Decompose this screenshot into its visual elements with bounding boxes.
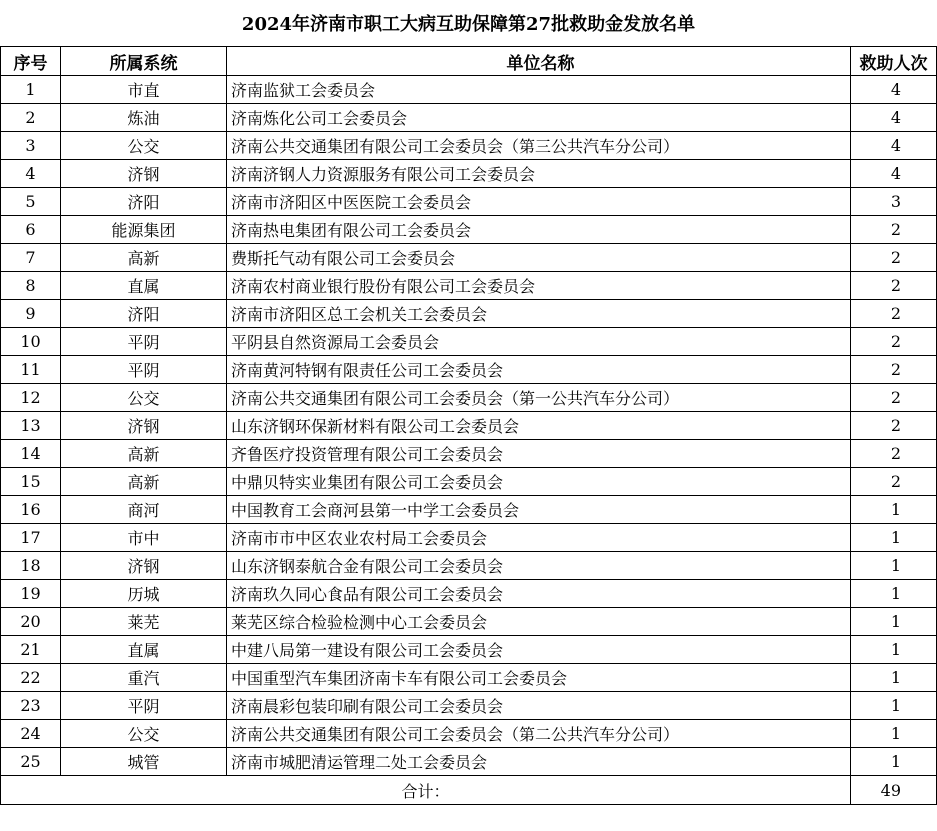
row-count: 2 xyxy=(851,300,937,328)
row-no: 2 xyxy=(1,104,61,132)
table-row xyxy=(1,440,937,468)
table-row xyxy=(1,244,937,272)
header-row xyxy=(1,47,937,76)
relief-table xyxy=(0,46,937,805)
row-no: 17 xyxy=(1,524,61,552)
row-no: 13 xyxy=(1,412,61,440)
table-row xyxy=(1,608,937,636)
table-row xyxy=(1,300,937,328)
row-system: 直属 xyxy=(61,636,227,664)
row-count: 2 xyxy=(851,328,937,356)
row-count: 4 xyxy=(851,104,937,132)
table-row xyxy=(1,636,937,664)
row-unit: 济南炼化公司工会委员会 xyxy=(227,104,851,132)
row-unit: 济南热电集团有限公司工会委员会 xyxy=(227,216,851,244)
row-unit: 费斯托气动有限公司工会委员会 xyxy=(227,244,851,272)
table-row xyxy=(1,412,937,440)
table-row xyxy=(1,76,937,104)
table-row xyxy=(1,552,937,580)
row-count: 1 xyxy=(851,692,937,720)
row-system: 重汽 xyxy=(61,664,227,692)
row-no: 14 xyxy=(1,440,61,468)
table-row xyxy=(1,692,937,720)
row-unit: 济南济钢人力资源服务有限公司工会委员会 xyxy=(227,160,851,188)
row-no: 11 xyxy=(1,356,61,384)
row-system: 公交 xyxy=(61,720,227,748)
row-count: 2 xyxy=(851,468,937,496)
row-no: 10 xyxy=(1,328,61,356)
row-no: 6 xyxy=(1,216,61,244)
row-count: 1 xyxy=(851,608,937,636)
row-count: 2 xyxy=(851,412,937,440)
row-system: 济钢 xyxy=(61,160,227,188)
row-unit: 中建八局第一建设有限公司工会委员会 xyxy=(227,636,851,664)
total-row xyxy=(1,776,937,805)
total-count: 49 xyxy=(851,776,937,805)
row-unit: 齐鲁医疗投资管理有限公司工会委员会 xyxy=(227,440,851,468)
row-system: 平阴 xyxy=(61,692,227,720)
row-unit: 济南监狱工会委员会 xyxy=(227,76,851,104)
row-unit: 济南市城肥清运管理二处工会委员会 xyxy=(227,748,851,776)
row-unit: 山东济钢泰航合金有限公司工会委员会 xyxy=(227,552,851,580)
row-unit: 济南农村商业银行股份有限公司工会委员会 xyxy=(227,272,851,300)
table-row xyxy=(1,216,937,244)
row-count: 2 xyxy=(851,272,937,300)
row-count: 1 xyxy=(851,496,937,524)
row-no: 9 xyxy=(1,300,61,328)
row-system: 历城 xyxy=(61,580,227,608)
row-count: 1 xyxy=(851,552,937,580)
row-unit: 济南公共交通集团有限公司工会委员会（第三公共汽车分公司） xyxy=(227,132,851,160)
row-system: 济钢 xyxy=(61,552,227,580)
sheet-title: 2024年济南市职工大病互助保障第27批救助金发放名单 xyxy=(241,14,696,35)
row-no: 12 xyxy=(1,384,61,412)
header-no: 序号 xyxy=(1,47,61,76)
row-count: 1 xyxy=(851,636,937,664)
row-count: 4 xyxy=(851,76,937,104)
row-system: 高新 xyxy=(61,468,227,496)
row-unit: 济南晨彩包装印刷有限公司工会委员会 xyxy=(227,692,851,720)
row-system: 平阴 xyxy=(61,356,227,384)
row-count: 3 xyxy=(851,188,937,216)
row-system: 市直 xyxy=(61,76,227,104)
table-row xyxy=(1,580,937,608)
header-unit: 单位名称 xyxy=(227,47,851,76)
total-label: 合计： xyxy=(1,776,851,805)
row-system: 商河 xyxy=(61,496,227,524)
row-count: 2 xyxy=(851,216,937,244)
row-no: 4 xyxy=(1,160,61,188)
table-row xyxy=(1,748,937,776)
table-row xyxy=(1,328,937,356)
row-no: 18 xyxy=(1,552,61,580)
row-system: 市中 xyxy=(61,524,227,552)
row-system: 城管 xyxy=(61,748,227,776)
table-row xyxy=(1,664,937,692)
row-no: 24 xyxy=(1,720,61,748)
row-count: 1 xyxy=(851,580,937,608)
row-no: 23 xyxy=(1,692,61,720)
row-unit: 莱芜区综合检验检测中心工会委员会 xyxy=(227,608,851,636)
row-unit: 济南市济阳区总工会机关工会委员会 xyxy=(227,300,851,328)
row-unit: 济南玖久同心食品有限公司工会委员会 xyxy=(227,580,851,608)
table-row xyxy=(1,188,937,216)
table-row xyxy=(1,356,937,384)
row-system: 莱芜 xyxy=(61,608,227,636)
table-row xyxy=(1,496,937,524)
row-count: 2 xyxy=(851,440,937,468)
table-row xyxy=(1,104,937,132)
row-no: 19 xyxy=(1,580,61,608)
header-count: 救助人次 xyxy=(851,47,937,76)
row-system: 公交 xyxy=(61,384,227,412)
row-system: 济阳 xyxy=(61,300,227,328)
row-count: 1 xyxy=(851,524,937,552)
row-unit: 济南市济阳区中医医院工会委员会 xyxy=(227,188,851,216)
table-row xyxy=(1,132,937,160)
row-no: 5 xyxy=(1,188,61,216)
row-count: 1 xyxy=(851,720,937,748)
row-no: 20 xyxy=(1,608,61,636)
table-row xyxy=(1,272,937,300)
row-unit: 济南公共交通集团有限公司工会委员会（第一公共汽车分公司） xyxy=(227,384,851,412)
row-no: 7 xyxy=(1,244,61,272)
row-no: 21 xyxy=(1,636,61,664)
row-count: 4 xyxy=(851,132,937,160)
row-unit: 济南市市中区农业农村局工会委员会 xyxy=(227,524,851,552)
row-no: 3 xyxy=(1,132,61,160)
row-no: 8 xyxy=(1,272,61,300)
table-row xyxy=(1,468,937,496)
row-unit: 济南黄河特钢有限责任公司工会委员会 xyxy=(227,356,851,384)
row-no: 15 xyxy=(1,468,61,496)
row-unit: 中国重型汽车集团济南卡车有限公司工会委员会 xyxy=(227,664,851,692)
row-unit: 济南公共交通集团有限公司工会委员会（第二公共汽车分公司） xyxy=(227,720,851,748)
row-system: 炼油 xyxy=(61,104,227,132)
row-no: 1 xyxy=(1,76,61,104)
row-system: 公交 xyxy=(61,132,227,160)
row-count: 4 xyxy=(851,160,937,188)
row-system: 平阴 xyxy=(61,328,227,356)
row-unit: 中鼎贝特实业集团有限公司工会委员会 xyxy=(227,468,851,496)
row-no: 25 xyxy=(1,748,61,776)
table-row xyxy=(1,524,937,552)
table-row xyxy=(1,160,937,188)
table-row xyxy=(1,384,937,412)
row-count: 1 xyxy=(851,664,937,692)
row-system: 高新 xyxy=(61,244,227,272)
row-count: 2 xyxy=(851,384,937,412)
row-unit: 平阴县自然资源局工会委员会 xyxy=(227,328,851,356)
row-system: 济钢 xyxy=(61,412,227,440)
row-no: 16 xyxy=(1,496,61,524)
row-count: 1 xyxy=(851,748,937,776)
row-system: 高新 xyxy=(61,440,227,468)
row-no: 22 xyxy=(1,664,61,692)
header-system: 所属系统 xyxy=(61,47,227,76)
row-unit: 中国教育工会商河县第一中学工会委员会 xyxy=(227,496,851,524)
row-count: 2 xyxy=(851,356,937,384)
row-count: 2 xyxy=(851,244,937,272)
row-system: 济阳 xyxy=(61,188,227,216)
row-unit: 山东济钢环保新材料有限公司工会委员会 xyxy=(227,412,851,440)
row-system: 能源集团 xyxy=(61,216,227,244)
table-row xyxy=(1,720,937,748)
row-system: 直属 xyxy=(61,272,227,300)
